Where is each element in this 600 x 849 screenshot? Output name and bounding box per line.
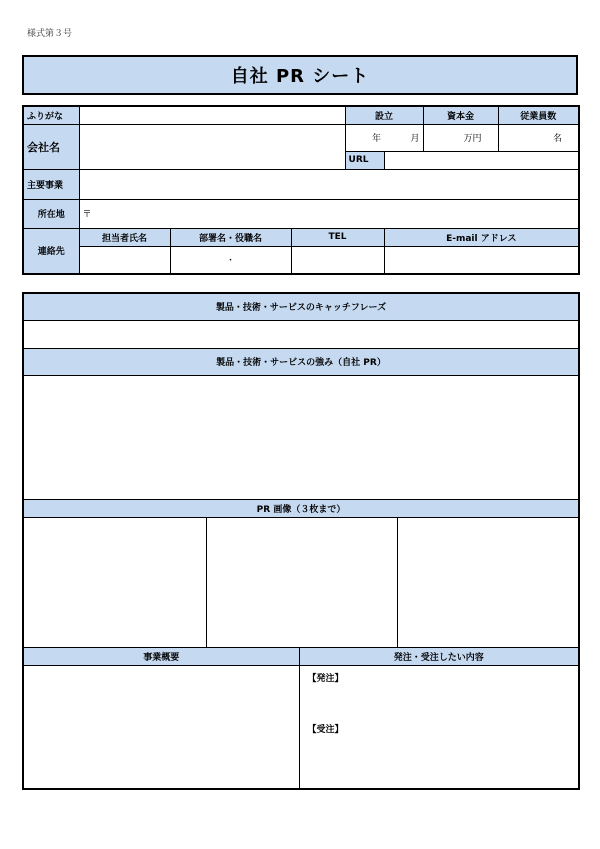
company-name-input[interactable] xyxy=(79,124,345,169)
contact-name-input[interactable] xyxy=(79,246,170,274)
catchphrase-label: 製品・技術・サービスのキャッチフレーズ xyxy=(23,293,579,320)
pr-image-slot-2[interactable] xyxy=(206,517,397,647)
contact-email-input[interactable] xyxy=(384,246,579,274)
capital-label: 資本金 xyxy=(423,106,498,124)
established-year[interactable]: 年 xyxy=(345,124,384,151)
business-input[interactable] xyxy=(79,169,579,199)
furigana-label: ふりがな xyxy=(23,106,79,124)
url-label: URL xyxy=(345,151,384,169)
contact-header-email: E-mail アドレス xyxy=(384,228,579,246)
established-month[interactable]: 月 xyxy=(384,124,423,151)
catchphrase-input[interactable] xyxy=(23,320,579,348)
order-in-label: 【受注】 xyxy=(307,724,344,735)
contact-dept-input[interactable]: ・ xyxy=(170,246,291,274)
sheet-title xyxy=(22,55,578,95)
pr-image-slot-3[interactable] xyxy=(397,517,579,647)
address-label: 所在地 xyxy=(23,199,79,228)
furigana-input[interactable] xyxy=(79,106,345,124)
order-out-label: 【発注】 xyxy=(307,673,344,684)
overview-input[interactable] xyxy=(23,665,299,789)
pr-section-table xyxy=(22,292,580,790)
strength-label: 製品・技術・サービスの強み（自社 PR） xyxy=(23,348,579,375)
contact-header-name: 担当者氏名 xyxy=(79,228,170,246)
contact-tel-input[interactable] xyxy=(291,246,384,274)
employees-label: 従業員数 xyxy=(498,106,579,124)
strength-input[interactable] xyxy=(23,375,579,499)
images-label: PR 画像（３枚まで） xyxy=(23,499,579,517)
url-input[interactable] xyxy=(384,151,579,169)
pr-image-slot-1[interactable] xyxy=(23,517,206,647)
employees-input[interactable]: 名 xyxy=(498,124,579,151)
orders-label: 発注・受注したい内容 xyxy=(299,647,579,665)
company-name-label xyxy=(23,124,79,169)
contact-label: 連絡先 xyxy=(23,228,79,274)
sheet-title-text: 自社 PR シート xyxy=(230,66,370,87)
overview-label: 事業概要 xyxy=(23,647,299,665)
company-info-table xyxy=(22,105,580,275)
contact-header-dept: 部署名・役職名 xyxy=(170,228,291,246)
company-name-label-text: 会社名 xyxy=(27,140,60,154)
capital-input[interactable]: 万円 xyxy=(423,124,498,151)
contact-header-tel: TEL xyxy=(291,228,384,246)
address-input[interactable]: 〒 xyxy=(79,199,579,228)
form-number: 様式第３号 xyxy=(27,29,73,39)
business-label: 主要事業 xyxy=(23,169,79,199)
established-label: 設立 xyxy=(345,106,423,124)
orders-input[interactable] xyxy=(299,665,579,789)
